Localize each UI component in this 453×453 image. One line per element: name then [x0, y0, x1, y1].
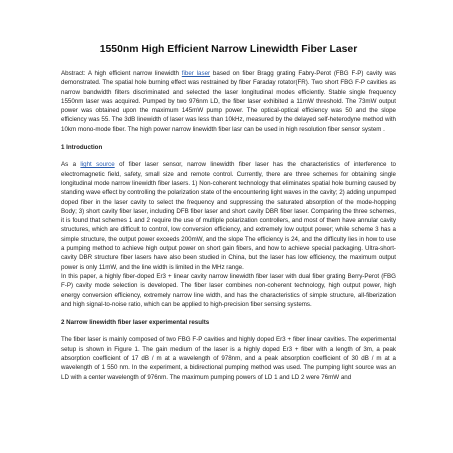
fiber-laser-link[interactable]: fiber laser	[181, 70, 211, 77]
abstract-rest: based on fiber Bragg grating Fabry-Perot (FBG F-P) cavity was demonstrated. The spatial hole burning effect was restrained by fiber Faraday rotator(FR). Two short FBG F-P cavities as narrow bandwidth filters discriminated and selected the laser longitudinal modes efficiently. Stable single frequency 1550nm laser was acquired. Pumped by two 976nm LD, the fiber laser exhibited a 11mW threshold. The 73mW output power was obtained upon the maximum 145mW pump power. The optical-optical efficiency was 50 and the slope efficiency was 55. The 3dB linewidth of laser was less than 10kHz, measured by the delayed self-heterodyne method with 10km mono-mode fiber. The high power narrow linewidth fiber lasr can be used in high resolution fiber sensor system .	[61, 70, 396, 133]
experimental-paragraph-1: The fiber laser is mainly composed of two FBG F-P cavities and highly doped Er3 + fiber linear cavities. The experimental setup is shown in Figure 1. The gain medium of the laser is a highly doped Er3 + fiber with a length of 3m, a peak absorption coefficient of 17 dB / m at a wavelength of 978nm, and a peak absorption coefficient of 30 dB / m at a wavelength of 1 550 nm. In the experiment, a bidirectional pumping method was used. The pumping light source was an LD with a center wavelength of 976nm. The maximum pumping powers of LD 1 and LD 2 were 76mW and	[61, 336, 396, 381]
introduction-paragraph-2: In this paper, a highly fiber-doped Er3 + linear cavity narrow linewidth fiber laser with dual fiber grating Berry-Perot (FBG F-P) cavity mode selection is developed. The fiber laser combines non-coherent technology, high output power, high energy conversion efficiency, extremely narrow line width, and has the characteristics of simple structure, all-fiberization and high signal-to-noise ratio, which can be applied to high-precision fiber sensing systems.	[61, 272, 396, 308]
section-heading-introduction: 1 Introduction	[61, 144, 103, 152]
light-source-link[interactable]: light source	[80, 161, 115, 169]
section-heading-experimental-results: 2 Narrow linewidth fiber laser experimental results	[61, 319, 210, 327]
introduction-paragraph-1	[61, 160, 396, 272]
abstract-paragraph	[61, 69, 396, 134]
paper-title: 1550nm High Efficient Narrow Linewidth Fiber Laser	[99, 44, 358, 55]
intro-rest: of fiber laser sensor, narrow linewidth fiber laser has the characteristics of interference to electromagnetic field, safety, small size and remote control. Currently, there are three schemes for obtaining single longitudinal mode narrow linewidth fiber lasers. 1) Non-coherent technology that eliminates spatial hole burning caused by standing wave effect by controlling the polarization state of the encountering light waves in the cavity; 2) adding unpumped doped fiber in the laser cavity to select the frequency and suppressing the saturated absorption of the mode-hopping Body; 3) short cavity fiber laser, including DFB fiber laser and short cavity DBR fiber laser. Comparing the three schemes, it is found that schemes 1 and 2 require the use of multiple polarization controllers, and most of them have annular cavity structures, which are difficult to control, low conversion efficiency, and extremely low output power; while scheme 3 has a simple structure, the output power exceeds 200mW, and the slope The efficiency is 24, and the difficulty lies in how to use a pumping method to achieve high output power on short gain fibers, and how to achieve special packaging. Ultra-short-cavity DBR structure fiber lasers have also been studied in China, but the laser has low efficiency, the maximum output power is only 11mW, and the line width is limited in the MHz range.	[61, 161, 396, 271]
abstract-lead: Abstract: A high efficient narrow linewidth	[61, 70, 182, 77]
intro-lead: As a	[61, 161, 81, 169]
document-page	[61, 44, 396, 453]
